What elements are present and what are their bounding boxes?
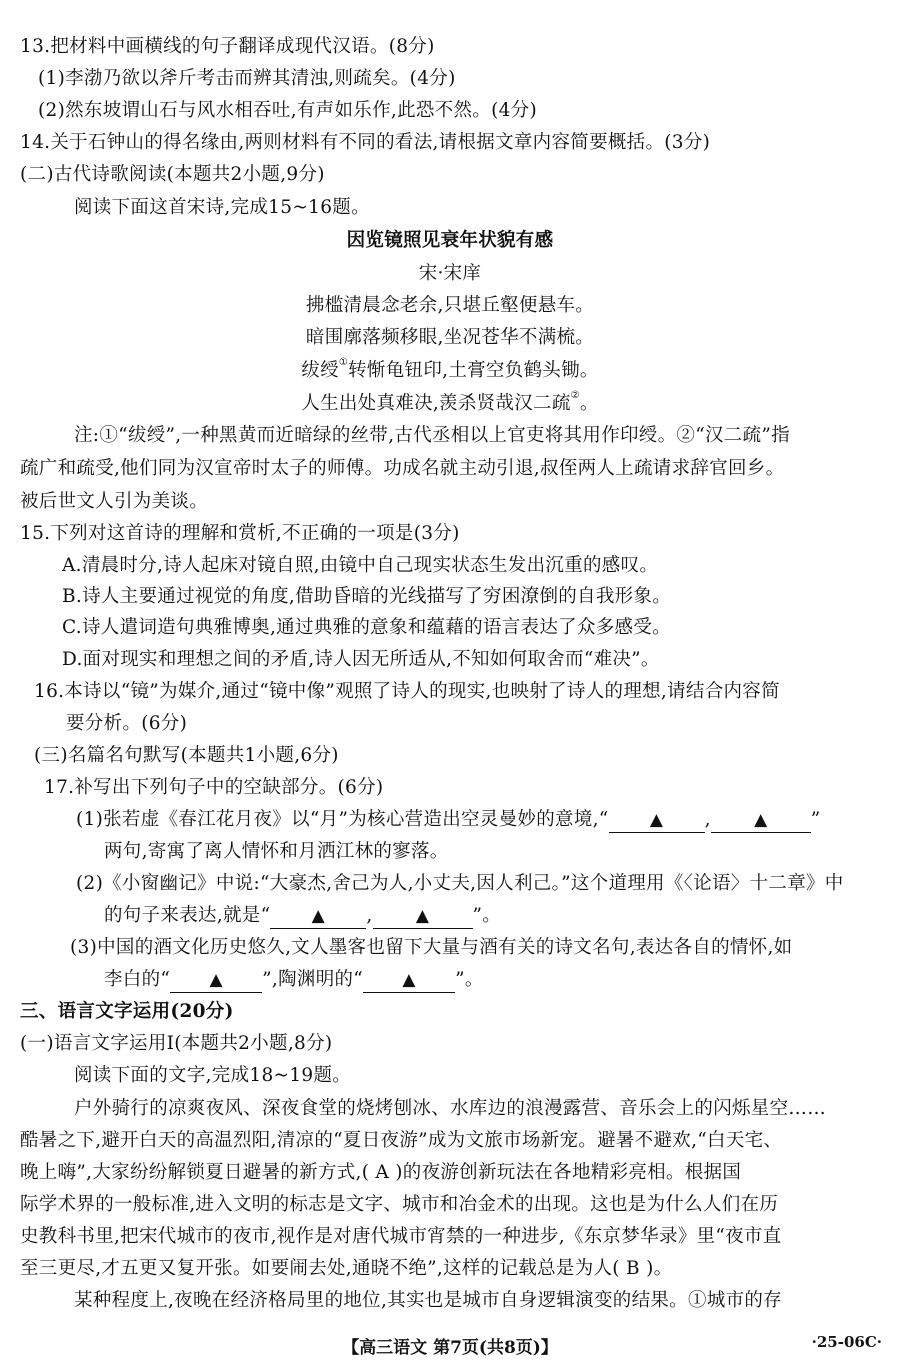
q13-sub2: (2)然东坡谓山石与风水相吞吐,有声如乐作,此恐不然。(4分): [38, 100, 537, 121]
passage-line-1: 户外骑行的凉爽夜风、深夜食堂的烧烤刨冰、水库边的浪漫露营、音乐会上的闪烁星空……: [74, 1098, 827, 1119]
poem-line-4-end: 。: [579, 393, 599, 414]
q15-option-c: C.诗人遣词造句典雅博奥,通过典雅的意象和蕴藉的语言表达了众多感受。: [62, 617, 671, 638]
q17-s3-text-b: ”,陶渊明的“: [262, 969, 364, 990]
q17-s3-line-1: (3)中国的酒文化历史悠久,文人墨客也留下大量与酒有关的诗文名句,表达各自的情怀,如: [70, 937, 793, 958]
passage-line-2: 酷暑之下,避开白天的高温烈阳,清凉的“夏日夜游”成为文旅市场新宠。避暑不避欢,“白天宅、: [20, 1130, 783, 1151]
q17-s2-line-2: [104, 901, 501, 931]
q16-line-1: 16.本诗以“镜”为媒介,通过“镜中像”观照了诗人的现实,也映射了诗人的理想,请结合内容简: [34, 681, 780, 702]
passage-line-4: 际学术界的一般标准,进入文明的标志是文字、城市和冶金术的出现。这也是为什么人们在历: [20, 1194, 779, 1215]
footnote-marker-1: ①: [338, 357, 349, 368]
section-poem-heading: (二)古代诗歌阅读(本题共2小题,9分): [20, 164, 325, 185]
blank-separator: ,: [704, 809, 711, 830]
paper-code: ·25-06C·: [811, 1333, 882, 1351]
answer-blank[interactable]: ▲: [373, 904, 473, 929]
closing-quote: ”。: [472, 905, 502, 926]
q16-line-2: 要分析。(6分): [66, 713, 188, 734]
q17-s3-text-a: 李白的“: [104, 969, 171, 990]
section-3-sub-heading: (一)语言文字运用Ⅰ(本题共2小题,8分): [20, 1033, 333, 1054]
q15-option-a: A.清晨时分,诗人起床对镜自照,由镜中自己现实状态生发出沉重的感叹。: [62, 555, 659, 576]
answer-blank[interactable]: ▲: [711, 808, 811, 833]
q17-s3-text-c: ”。: [455, 969, 484, 990]
q15-option-b: B.诗人主要通过视觉的角度,借助昏暗的光线描写了穷困潦倒的自我形象。: [62, 586, 672, 607]
answer-blank[interactable]: ▲: [170, 968, 262, 993]
poem-line-4: [0, 389, 900, 419]
note-line-3: 被后世文人引为美谈。: [20, 491, 209, 512]
q17-s1-line-2: 两句,寄寓了离人情怀和月洒江林的寥落。: [104, 841, 449, 862]
q17-s1-line-1: [76, 805, 821, 835]
passage-line-7: 某种程度上,夜晚在经济格局里的地位,其实也是城市自身逻辑演变的结果。①城市的存: [74, 1290, 782, 1311]
poem-line-4-start: 人生出处真难决,羡杀贤哉汉二疏: [301, 393, 571, 414]
poem-line-3: [0, 356, 900, 386]
q13-stem: 13.把材料中画横线的句子翻译成现代汉语。(8分): [20, 36, 435, 57]
section-3-heading: 三、语言文字运用(20分): [20, 1001, 234, 1022]
section-poem-instruction: 阅读下面这首宋诗,完成15~16题。: [74, 197, 370, 218]
q17-stem: 17.补写出下列句子中的空缺部分。(6分): [44, 777, 384, 798]
poem-line-3-start: 绂绶: [301, 360, 339, 381]
q13-sub1: (1)李渤乃欲以斧斤考击而辨其清浊,则疏矣。(4分): [38, 68, 456, 89]
poem-author: 宋·宋庠: [418, 263, 482, 284]
passage-line-6: 至三更尽,才五更又复开张。如要闹去处,通晓不绝”,这样的记载总是为人( B )。: [20, 1258, 673, 1279]
blank-separator: ,: [366, 905, 373, 926]
q17-s1-text: (1)张若虚《春江花月夜》以“月”为核心营造出空灵曼妙的意境,“: [76, 809, 609, 830]
answer-blank[interactable]: ▲: [609, 808, 705, 833]
q17-s2-text: 的句子来表达,就是“: [104, 905, 271, 926]
q15-stem: 15.下列对这首诗的理解和赏析,不正确的一项是(3分): [20, 523, 460, 544]
note-line-2: 疏广和疏受,他们同为汉宣帝时太子的师傅。功成名就主动引退,叔侄两人上疏请求辞官回乡。: [20, 458, 785, 479]
passage-line-5: 史教科书里,把宋代城市的夜市,视作是对唐代城市宵禁的一种进步,《东京梦华录》里“夜市直: [20, 1226, 782, 1247]
answer-blank[interactable]: ▲: [270, 904, 366, 929]
poem-line-2: 暗围廓落频移眼,坐况苍华不满梳。: [305, 327, 595, 348]
q17-s3-line-2: [104, 965, 484, 995]
closing-quote: ”: [810, 809, 821, 830]
q14-stem: 14.关于石钟山的得名缘由,两则材料有不同的看法,请根据文章内容简要概括。(3分): [20, 132, 711, 153]
poem-title: 因览镜照见衰年状貌有感: [346, 230, 554, 251]
footnote-marker-2: ②: [570, 390, 580, 401]
poem-line-1: 拂槛清晨念老余,只堪丘壑便悬车。: [305, 295, 595, 316]
page-footer: 【高三语文 第7页(共8页)】: [342, 1338, 558, 1358]
section-3-instruction: 阅读下面的文字,完成18~19题。: [74, 1065, 352, 1086]
answer-blank[interactable]: ▲: [363, 968, 455, 993]
section-recite-heading: (三)名篇名句默写(本题共1小题,6分): [34, 745, 339, 766]
q17-s2-line-1: (2)《小窗幽记》中说:“大豪杰,舍己为人,小丈夫,因人利己。”这个道理用《〈论语〉十二章》中: [76, 873, 844, 894]
passage-line-3: 晚上嗨”,大家纷纷解锁夏日避暑的新方式,( A )的夜游创新玩法在各地精彩亮相。根据国: [20, 1162, 742, 1183]
q15-option-d: D.面对现实和理想之间的矛盾,诗人因无所适从,不知如何取舍而“难决”。: [62, 649, 660, 670]
poem-line-3-end: 转惭龟钮印,土膏空负鹤头锄。: [348, 360, 599, 381]
note-line-1: 注:①“绂绶”,一种黑黄而近暗绿的丝带,古代丞相以上官吏将其用作印绶。②“汉二疏”指: [74, 425, 790, 446]
